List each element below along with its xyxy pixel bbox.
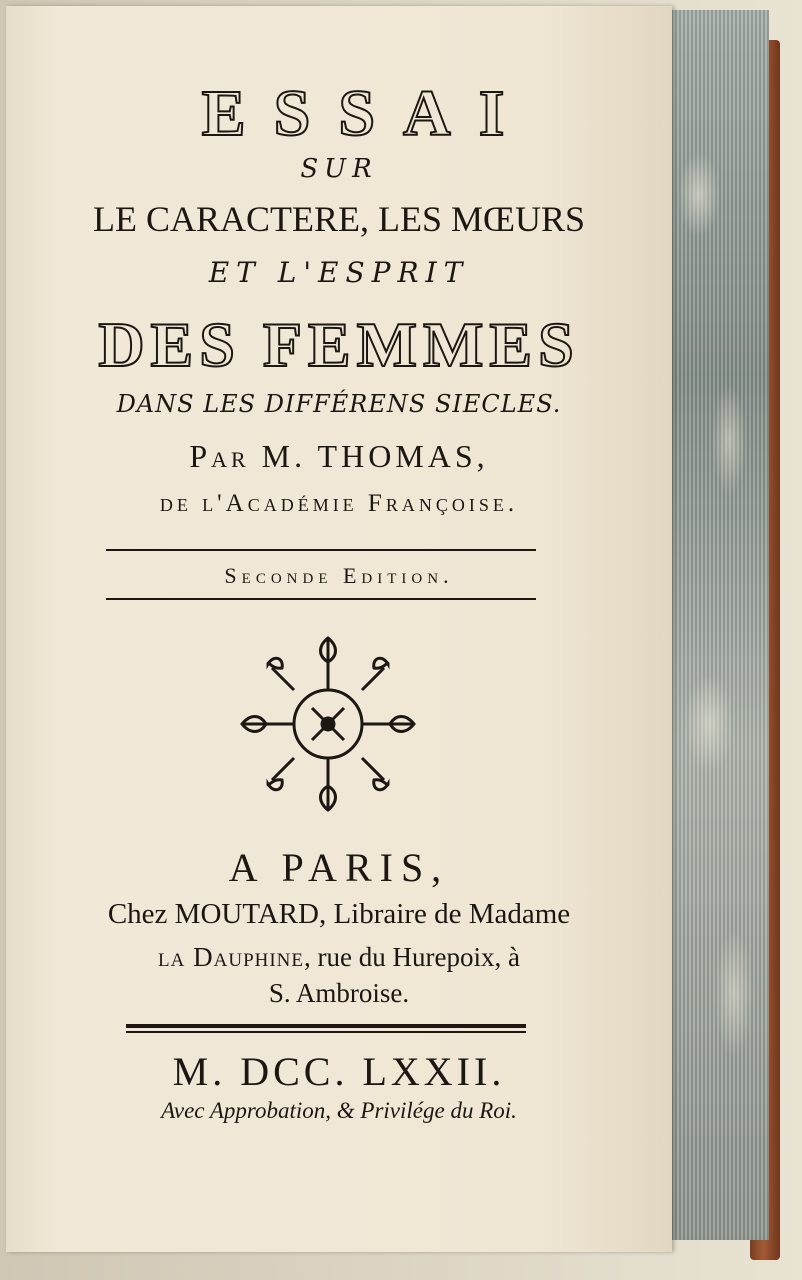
- title-femmes: DES FEMMES: [98, 309, 580, 380]
- top-rule: [106, 549, 536, 551]
- imprint-publisher: Chez MOUTARD, Libraire de Madame: [107, 898, 571, 930]
- bottom-rule: [106, 598, 536, 600]
- title-sur: SUR: [300, 154, 378, 184]
- publication-date: M. DCC. LXXII.: [172, 1049, 506, 1094]
- author-affiliation: de l'Académie Françoise.: [159, 490, 519, 517]
- double-rule: [126, 1024, 526, 1033]
- printers-ornament-icon: [232, 628, 424, 820]
- imprint-city: A PARIS,: [228, 845, 450, 890]
- imprint-address-dauphine: la Dauphine: [158, 942, 305, 972]
- title-subject: LE CARACTERE, LES MŒURS: [92, 199, 586, 239]
- title-main: ESSAI: [201, 77, 533, 150]
- edition-statement: Seconde Edition.: [224, 563, 454, 588]
- title-siecles: DANS LES DIFFÉRENS SIECLES.: [116, 390, 562, 418]
- privilege-line: Avec Approbation, & Privilége du Roi.: [161, 1098, 517, 1123]
- title-esprit: ET L'ESPRIT: [208, 256, 470, 289]
- imprint-sign: S. Ambroise.: [268, 978, 410, 1008]
- title-page: [6, 6, 672, 1252]
- author-line: Par M. THOMAS,: [189, 438, 489, 474]
- imprint-address: [6, 942, 672, 973]
- imprint-address-rest: , rue du Hurepoix, à: [304, 942, 520, 972]
- marbled-page-edges: [668, 10, 769, 1240]
